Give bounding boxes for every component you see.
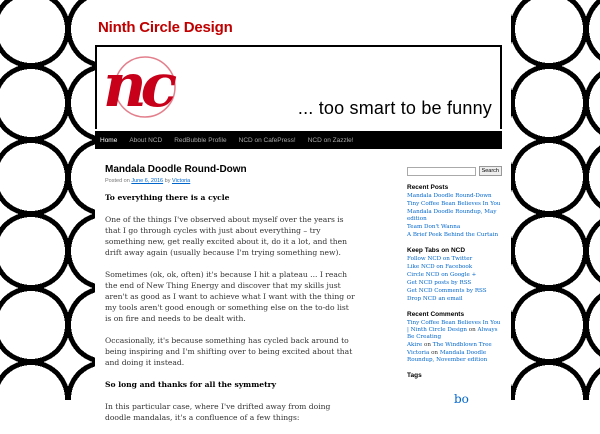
search-input[interactable] [407,167,476,176]
nav-item-cafepress[interactable]: NCD on CafePress! [238,136,296,144]
tagline: ... too smart to be funny [297,98,492,118]
site-title[interactable]: Ninth Circle Design [98,19,233,36]
recent-post-link[interactable]: A Brief Peek Behind the Curtain [407,232,499,238]
by-label: by [164,178,171,184]
header-banner[interactable] [95,45,502,129]
nav-item-about[interactable]: About NCD [129,136,163,144]
recent-comments-widget [407,311,502,364]
comment-on-label: on [431,350,439,356]
social-link-facebook[interactable]: Like NCD on Facebook [407,264,473,270]
comment-author-link[interactable]: Victoria [407,350,430,356]
comment-post-link[interactable]: Mandala Doodle Roundup, November edition [407,350,488,363]
post-paragraph: Occasionally, it's because something has cycled back around to being inspiring and I'm shifting over to being excited about that and doing it instead. [105,336,353,367]
keep-tabs-widget [407,247,502,303]
social-link-twitter[interactable]: Follow NCD on Twitter [407,256,473,262]
widget-title: Keep Tabs on NCD [407,247,466,254]
recent-posts-widget [407,184,502,239]
widget-title: Tags [407,372,422,379]
page-container [95,0,511,422]
post-subhead: To everything there is a cycle [105,193,230,202]
post-title[interactable]: Mandala Doodle Round-Down [105,164,247,175]
nav-item-zazzle[interactable]: NCD on Zazzle! [307,136,354,144]
widget-title: Recent Comments [407,311,465,318]
post-paragraph: In this particular case, where I've drifted away from doing doodle mandalas, it's a confluence of a few things: [105,402,331,422]
recent-post-link[interactable]: Tiny Coffee Bean Believes In You [407,201,501,207]
rss-comments-link[interactable]: Get NCD Comments by RSS [407,288,487,294]
posted-on-label: Posted on [105,178,130,184]
post-date-link[interactable]: June 6, 2016 [131,178,164,184]
comment-author-link[interactable]: Akire [407,342,423,348]
recent-comment [407,342,502,349]
nav-item-redbubble[interactable]: RedBubble Profile [174,136,227,144]
nav-item-home[interactable]: Home [100,136,118,144]
tag-cloud-item[interactable]: bo [454,392,469,406]
post-meta [105,178,355,184]
recent-comment [407,320,502,341]
widget-title: Recent Posts [407,184,449,191]
comment-author-link[interactable]: Tiny Coffee Bean Believes In You | Ninth Circle Design [407,320,501,333]
comment-post-link[interactable]: The Windblown Tree [432,342,492,348]
post-content [105,164,355,434]
rss-posts-link[interactable]: Get NCD posts by RSS [407,280,472,286]
post-paragraph: Sometimes (ok, ok, often) it's because I hit a plateau ... I reach the end of New Thing Energy and discover that my skills just aren't as good as I want to achieve what I want with the thing or my tools aren't good enough or something else on the to-do list is on fire and needs to be dealt with. [105,270,355,323]
post-body [105,192,355,423]
comment-on-label: on [423,342,431,348]
email-link[interactable]: Drop NCD an email [407,296,463,302]
sidebar [407,166,502,381]
comment-on-label: on [468,327,476,333]
search-form [407,166,502,176]
search-button[interactable]: Search [479,166,502,176]
post-subhead: So long and thanks for all the symmetry [105,380,276,389]
recent-comment [407,350,502,364]
tags-widget [407,372,502,379]
post-author-link[interactable]: Victoria [172,178,191,184]
main-navigation [95,131,502,149]
social-link-google[interactable]: Circle NCD on Google + [407,272,477,278]
recent-post-link[interactable]: Team Don't Wanna [407,224,461,230]
recent-post-link[interactable]: Mandala Doodle Round-Down [407,193,492,199]
comment-post-link[interactable]: Always Be Creating [407,327,498,340]
logo-nc: nc [103,51,172,121]
recent-post-link[interactable]: Mandala Doodle Roundup, May edition [407,209,497,222]
post-paragraph: One of the things I've observed about myself over the years is that I go through cycles with just about everything – try something new, get really excited about it, do it a lot, and then drift away again (usually because I'm trying something new). [105,215,348,257]
